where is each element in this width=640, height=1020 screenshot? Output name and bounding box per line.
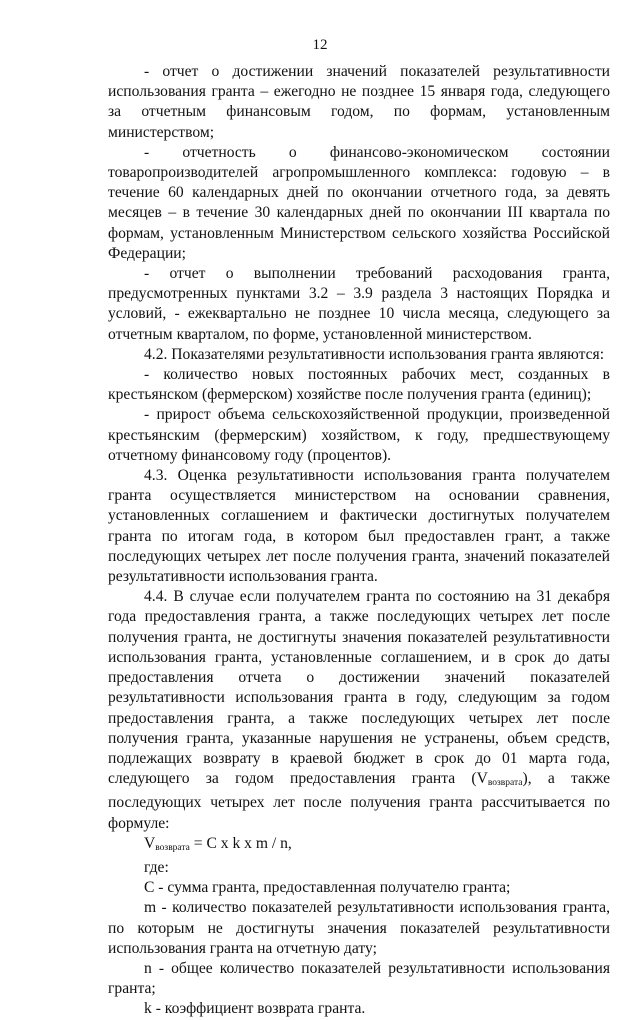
paragraph-where: где: <box>144 858 169 876</box>
paragraph-new-jobs: - количество новых постоянных рабочих мест, созданных в крестьянском (фермерском) хозяйстве после получения гранта (единиц); <box>108 366 610 404</box>
paragraph-def-c: C - сумма гранта, предоставленная получателю гранта; <box>144 879 511 897</box>
paragraph-report-indicators: - отчет о достижении значений показателей результативности использования гранта – ежегодно не позднее 15 января года, следующего за отчетным финансовым годом, по формам, установленным министерством; <box>108 63 610 141</box>
section-4-4-text-start: 4.4. В случае если получателем гранта по состоянию на 31 декабря года предоставления гранта, а также последующих четырех лет после получения гранта, не достигнуты значения показателей результативности использования гранта, установленные соглашением, и в срок до даты предоставления отчета о достижении значений показателей результативности использования гранта в году, следующим за годом предоставления гранта, а также последующих четырех лет после получения гранта, указанные нарушения не устранены, объем средств, подлежащих возврату в краевой бюджет в срок до 01 марта года, следующего за годом предоставления гранта (V <box>108 588 610 788</box>
formula-rhs: = C x k x m / n, <box>189 834 292 852</box>
document-body <box>108 62 610 1020</box>
paragraph-def-k: k - коэффициент возврата гранта. <box>144 1000 366 1018</box>
paragraph-def-n: n - общее количество показателей результативности использования гранта; <box>108 959 610 998</box>
paragraph-spending-report: - отчет о выполнении требований расходования гранта, предусмотренных пунктами 3.2 – 3.9 раздела 3 настоящих Порядка и условий, - ежеквартально не позднее 10 числа месяца, следующего за отчетным кварталом, по форме, установленной министерством. <box>108 265 610 343</box>
formula-lhs: V <box>144 834 156 852</box>
paragraph-section-4-3: 4.3. Оценка результативности использования гранта получателем гранта осуществляется министерством на основании сравнения, установленных соглашением и фактически достигнутых получателем гранта по итогам года, в котором был предоставлен грант, а также последующих четырех лет после получения гранта, значений показателей результативности использования гранта. <box>108 467 610 586</box>
return-formula <box>108 834 610 858</box>
paragraph-production-growth: - прирост объема сельскохозяйственной продукции, произведенной крестьянским (фермерским) хозяйством, к году, предшествующему отчетному финансовому году (процентов). <box>108 406 610 464</box>
section-4-4-text-end: ), а также последующих четырех лет после получения гранта рассчитывается по формуле: <box>108 770 610 832</box>
formula-lhs-subscript: возврата <box>155 842 190 853</box>
section-4-4-subscript: возврата <box>487 778 523 789</box>
paragraph-financial-reporting: - отчетность о финансово-экономическом состоянии товаропроизводителей агропромышленного комплекса: годовую – в течение 60 календарных дней по окончании отчетного года, за девять месяцев – в течение 30 календарных дней по окончании III квартала по формам, установленным Министерством сельского хозяйства Российской Федерации; <box>108 143 610 262</box>
paragraph-section-4-4 <box>108 587 610 833</box>
paragraph-def-m: m - количество показателей результативности использования гранта, по которым не достигнуты значения показателей результативности использования гранта на отчетную дату; <box>108 899 610 957</box>
page-number: 12 <box>312 37 328 53</box>
paragraph-section-4-2: 4.2. Показателями результативности использования гранта являются: <box>144 345 605 363</box>
